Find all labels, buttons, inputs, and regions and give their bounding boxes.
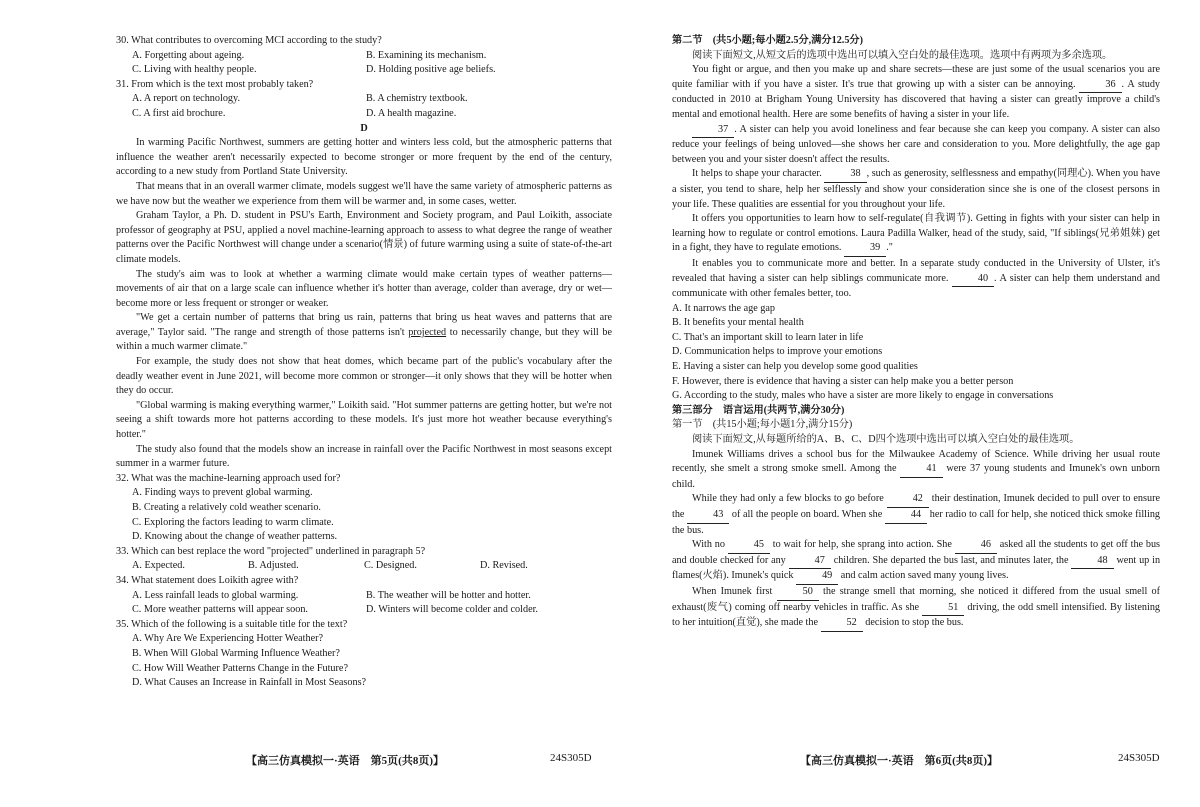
- passage-paragraph: That means that in an overall warmer climate, models suggest we'll have the same variety of atmospheric patterns as we have now but the weather we experience from them will be warmer and, in some cases, wetter.: [116, 180, 612, 207]
- paragraph-text: of all the people on board. When she: [731, 509, 883, 520]
- question-stem: 34. What statement does Loikith agree with?: [116, 574, 299, 586]
- blank-51: 51: [922, 601, 964, 617]
- paragraph-text: A sister can help them understand and communicate with other females better, too.: [672, 272, 1161, 300]
- passage-paragraph: Graham Taylor, a Ph. D. student in PSU's Earth, Environment and Society program, and Paul Loikith, associate professor of geography at PSU, applied a novel machine-learning approach to assess to what degree the range of weather patterns over the Pacific Northwest will change under a scenario(情景) of future warming using a suite of state-of-the-art climate models.: [116, 210, 612, 265]
- question-stem: 31. From which is the text most probably taken?: [116, 78, 314, 90]
- blank-39: 39: [844, 241, 886, 257]
- footer-text: 【高三仿真模拟一·英语 第5页(共8页)】: [246, 755, 444, 767]
- option-c: C. That's an important skill to learn later in life: [672, 331, 864, 343]
- passage-paragraph: In warming Pacific Northwest, summers are getting hotter and winters less cold, but the atmospheric patterns that influence the weather aren't necessarily expected to become stronger or more frequent by the end of the century, according to a new study from Portland State University.: [116, 137, 612, 178]
- passage-paragraph: [116, 311, 612, 355]
- option-c: C. How Will Weather Patterns Change in the Future?: [132, 662, 348, 674]
- paragraph-text: decision to stop the bus.: [865, 617, 964, 629]
- blank-47: 47: [789, 554, 831, 570]
- question-34: [116, 574, 612, 618]
- paragraph-text: the strange smell that morning, she noticed it differed from the usual smell of exhaust(废气) coming off nearby vehicles in traffic. As she: [672, 585, 1161, 613]
- blank-37: 37: [692, 123, 734, 139]
- paragraph-text: A study conducted in 2010 at Brigham Young University has discovered that having a sister can greatly improve a child's mental and emotional health. Here are some benefits of having a sister in your life.: [672, 78, 1161, 120]
- option-d: D. Holding positive age beliefs.: [366, 64, 496, 76]
- section-title: 第二节 (共5小题;每小题2.5分,满分12.5分): [672, 35, 864, 46]
- paragraph-text: It helps to shape your character.: [692, 168, 822, 180]
- option-c: C. Exploring the factors leading to warm climate.: [132, 516, 334, 528]
- option-b: B. The weather will be hotter and hotter.: [366, 589, 531, 601]
- option-b: B. Adjusted.: [248, 560, 299, 572]
- paragraph-text: It offers you opportunities to learn how to self-regulate(自我调节). Getting in fights with your sister can help in learning how to regulate or control emotions. Laura Padilla Walker, head of the study, said, "If siblings(兄弟姐妹) get in a fight, they have to regulate emotions.: [672, 213, 1160, 254]
- paragraph-text: to wait for help, she sprang into action. She: [772, 539, 952, 551]
- option-g: G. According to the study, males who have a sister are more likely to engage in conversations: [672, 390, 1054, 402]
- passage-paragraph: [672, 212, 1160, 257]
- option-a: A. A report on technology.: [132, 93, 240, 105]
- blank-52: 52: [821, 616, 863, 632]
- blank-48: 48: [1071, 554, 1113, 570]
- option-c: C. Living with healthy people.: [132, 64, 257, 76]
- paragraph-text: .": [886, 242, 893, 254]
- question-30: [116, 34, 612, 78]
- option-a: A. It narrows the age gap: [672, 302, 775, 314]
- question-stem: 32. What was the machine-learning approach used for?: [116, 472, 341, 484]
- exam-code: 24S305D: [1118, 752, 1160, 764]
- option-d: D. Revised.: [480, 560, 528, 572]
- cloze-paragraph: [672, 448, 1160, 493]
- paragraph-text: to necessarily change, but they will be within a much warmer climate.": [116, 326, 612, 353]
- paragraph-text: asked all the students to get off the bus and double checked for any: [672, 539, 1161, 566]
- option-e: E. Having a sister can help you develop some good qualities: [672, 361, 918, 373]
- question-33: [116, 545, 612, 574]
- page-footer: [800, 752, 998, 768]
- option-c: C. A first aid brochure.: [132, 107, 226, 119]
- cloze-paragraph: [672, 538, 1160, 585]
- question-stem: 33. Which can best replace the word "projected" underlined in paragraph 5?: [116, 545, 426, 557]
- section-instructions: 阅读下面短文,从每题所给的A、B、C、D四个选项中选出可以填入空白处的最佳选项。: [692, 434, 1080, 446]
- option-a: A. Finding ways to prevent global warming.: [132, 487, 313, 499]
- page-6: [672, 34, 1160, 632]
- blank-45: 45: [728, 538, 770, 554]
- question-stem: 30. What contributes to overcoming MCI according to the study?: [116, 35, 382, 46]
- paragraph-text: children. She departed the bus last, and minutes later, the: [833, 554, 1069, 566]
- option-d: D. Knowing about the change of weather patterns.: [132, 531, 338, 543]
- options-row: [116, 49, 612, 64]
- paragraph-text: You fight or argue, and then you make up and share secrets—these are just some of the usual scenarios you are quite familiar with if you have a sister. It's true that growing up with a sister can be annoying.: [672, 64, 1160, 90]
- option-f: F. However, there is evidence that having a sister can help make you a better person: [672, 375, 1014, 387]
- paragraph-text: It enables you to communicate more and better. In a separate study conducted in the University of Ulster, it's revealed that having a sister can help siblings communicate more.: [672, 257, 1160, 284]
- paragraph-text: their destination, Imunek decided to pull over to ensure the: [672, 493, 1160, 520]
- cloze-paragraph: [672, 585, 1160, 632]
- page-footer: [246, 752, 444, 768]
- question-32: [116, 472, 612, 545]
- paragraph-text: went up in flames(火焰). Imunek's quick: [672, 554, 1161, 582]
- option-a: A. Forgetting about ageing.: [132, 49, 245, 61]
- paragraph-text: While they had only a few blocks to go before: [692, 493, 884, 505]
- page-5: [116, 34, 612, 691]
- section-instructions: 阅读下面短文,从短文后的选项中选出可以填入空白处的最佳选项。选项中有两项为多余选项。: [692, 49, 1113, 61]
- passage-paragraph: You fight or argue, and then you make up and share secrets—these are just some of the usual scenarios you are quite familiar with if you have a sister. It's true that growing up with a sister can be annoying. 36 . A study conducted in 2010 at Brigham Young University has discovered that having a sister can greatly improve a child's mental and emotional health. Here are some benefits of having a sister in your life.: [672, 64, 1161, 120]
- blank-42: 42: [887, 492, 929, 508]
- question-35: [116, 618, 612, 691]
- paragraph-text: her radio to call for help, she noticed thick smoke filling the bus.: [672, 509, 1161, 536]
- option-c: C. More weather patterns will appear soon.: [132, 604, 308, 616]
- cloze-paragraph: [672, 492, 1160, 538]
- part-title: 第三部分 语言运用(共两节,满分30分): [672, 404, 845, 416]
- paragraph-text: and calm action saved many young lives.: [840, 570, 1009, 582]
- blank-43: 43: [687, 508, 729, 524]
- option-b: B. Examining its mechanism.: [366, 49, 487, 61]
- passage-paragraph: The study's aim was to look at whether a warming climate would make certain types of weather patterns—movements of air that on a large scale can influence whether it's hotter than average, colder than average, dry or wet—become more or less frequent or stronger or weaker.: [116, 268, 612, 309]
- option-b: B. A chemistry textbook.: [366, 93, 468, 105]
- blank-41: 41: [900, 462, 942, 478]
- exam-code: 24S305D: [550, 752, 592, 764]
- option-a: A. Less rainfall leads to global warming.: [132, 589, 299, 601]
- option-a: A. Expected.: [132, 560, 185, 572]
- blank-49: 49: [796, 569, 838, 585]
- paragraph-text: , such as generosity, selflessness and empathy(同理心). When you have a sister, you tend to share, help her selflessly and show your consideration since she is one of the closest persons in your life. These qualities are essential for you throughout your life.: [672, 168, 1160, 210]
- question-31: [116, 78, 612, 122]
- option-b: B. It benefits your mental health: [672, 317, 804, 329]
- passage-paragraph: The study also found that the models show an increase in rainfall over the Pacific Northwest in most seasons except summer in a warmer future.: [116, 443, 612, 470]
- paragraph-text: driving, the odd smell intensified. By listening to her intuition(直觉), she made the: [672, 601, 1161, 629]
- option-a: A. Why Are We Experiencing Hotter Weather?: [132, 633, 324, 645]
- option-d: D. What Causes an Increase in Rainfall in Most Seasons?: [132, 677, 367, 689]
- paragraph-text: Imunek Williams drives a school bus for the Milwaukee Academy of Science. While driving her usual route recently, she smelt a strong smoke smell. Among the: [672, 448, 1160, 475]
- footer-text: 【高三仿真模拟一·英语 第6页(共8页)】: [800, 755, 998, 767]
- blank-44: 44: [885, 508, 927, 524]
- passage-letter: D: [360, 122, 368, 134]
- passage-paragraph: It enables you to communicate more and better. In a separate study conducted in the University of Ulster, it's revealed that having a sister can help siblings communicate more. 40 . A sister can help them understand and communicate with other females better, too.: [672, 257, 1161, 300]
- section-title: 第一节 (共15小题;每小题1分,满分15分): [672, 419, 853, 431]
- options-row: [116, 589, 612, 604]
- option-b: B. When Will Global Warming Influence Weather?: [132, 647, 340, 659]
- passage-paragraph: 37 . A sister can help you avoid loneliness and fear because she can keep you company. A sister can also reduce your feelings of being unloved—she shows her care and consideration to you. More delightfully, the age gap between you and your sister doesn't affect the results.: [672, 123, 1161, 165]
- option-c: C. Designed.: [364, 560, 417, 572]
- options-row: [116, 107, 612, 122]
- paragraph-text: When Imunek first: [692, 585, 773, 597]
- paragraph-text: "We get a certain number of patterns that bring us rain, patterns that bring us heat waves and patterns that are average," Taylor said. "The range and strength of those patterns isn't: [116, 312, 612, 338]
- paragraph-text: were 37 young students and Imunek's own unborn child.: [672, 463, 1161, 490]
- passage-paragraph: For example, the study does not show that heat domes, which became part of the public's vocabulary after the deadly weather event in June 2021, will become more common or stronger—it only shows that they will be hotter when they do occur.: [116, 356, 612, 397]
- options-row: [116, 603, 612, 618]
- underlined-word: projected: [408, 326, 447, 338]
- passage-paragraph: [672, 167, 1160, 212]
- question-stem: 35. Which of the following is a suitable title for the text?: [116, 618, 348, 630]
- option-d: D. A health magazine.: [366, 107, 457, 119]
- blank-38: 38: [824, 167, 866, 183]
- blank-50: 50: [777, 585, 819, 601]
- option-d: D. Winters will become colder and colder.: [366, 604, 538, 616]
- blank-36: 36: [1079, 78, 1121, 94]
- options-row: [116, 63, 612, 78]
- paragraph-text: A sister can help you avoid loneliness and fear because she can keep you company. A sister can also reduce your feelings of being unloved—she shows her care and consideration to you. More delightfully, the age gap between you and your sister doesn't affect the results.: [672, 123, 1161, 165]
- paragraph-text: With no: [692, 539, 725, 551]
- option-b: B. Creating a relatively cold weather scenario.: [132, 502, 321, 513]
- option-d: D. Communication helps to improve your emotions: [672, 346, 883, 358]
- passage-paragraph: "Global warming is making everything warmer," Loikith said. "Hot summer patterns are getting hotter, but we're not seeing a shift towards more hot patterns according to these models. It's just more hot weather because everything's hotter.": [116, 399, 612, 441]
- options-row: [116, 92, 612, 107]
- blank-40: 40: [952, 272, 994, 288]
- options-row: [116, 559, 612, 574]
- blank-46: 46: [955, 538, 997, 554]
